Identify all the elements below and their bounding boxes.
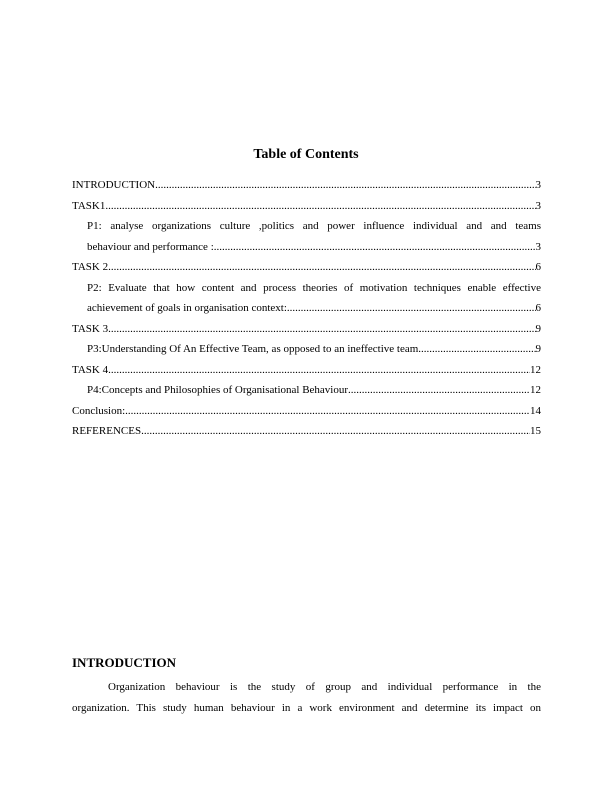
paragraph-line: organization. This study human behaviour in a work environment and determine its impact on (72, 702, 541, 714)
toc-entry-label-line2: achievement of goals in organisation context: (87, 302, 287, 314)
toc-leader-dots (418, 339, 535, 360)
toc-entry-conclusion[interactable] (72, 401, 541, 422)
toc-entry-label: TASK 2 (72, 261, 109, 273)
toc-entry-task4[interactable] (72, 360, 541, 381)
introduction-heading: INTRODUCTION (72, 655, 177, 670)
toc-entry-page: 6 (535, 261, 541, 273)
toc-entry-page: 15 (530, 425, 541, 437)
toc-entry-label: P4:Concepts and Philosophies of Organisational Behaviour (87, 384, 349, 396)
toc-leader-dots (287, 298, 536, 319)
toc-entry-label: TASK1 (72, 199, 106, 212)
toc-entry-p3[interactable] (72, 339, 541, 360)
toc-entry-label-line2: behaviour and performance : (87, 240, 214, 253)
toc-entry-task2[interactable] (72, 257, 541, 278)
toc-entry-page: 12 (530, 363, 541, 376)
toc-leader-dots (214, 237, 536, 258)
toc-entry-task3[interactable] (72, 319, 541, 340)
toc-entry-page: 3 (535, 199, 541, 212)
toc-entry-p4[interactable] (72, 380, 541, 401)
toc-entry-label: REFERENCES (72, 425, 142, 437)
toc-entry-p1[interactable] (72, 216, 541, 257)
introduction-paragraph (72, 677, 541, 719)
toc-entry-page: 14 (530, 404, 541, 417)
toc-entry-page: 9 (535, 343, 541, 355)
toc-leader-dots (108, 319, 535, 340)
toc-leader-dots (125, 401, 530, 422)
toc-entry-page: 9 (535, 322, 541, 335)
toc-entry-label: Conclusion: (72, 404, 126, 417)
toc-entry-label-line1: P1: analyse organizations culture ,politics and power influence individual and and teams (87, 220, 541, 232)
toc-leader-dots (141, 421, 530, 442)
toc-entry-references[interactable] (72, 421, 541, 442)
toc-entry-label: TASK 3 (72, 322, 109, 335)
toc-leader-dots (108, 257, 535, 278)
toc-entry-page: 3 (535, 179, 541, 191)
toc-entry-task1[interactable] (72, 196, 541, 217)
toc-entry-page: 6 (535, 302, 541, 314)
toc-entry-introduction[interactable] (72, 175, 541, 196)
toc-leader-dots (108, 360, 530, 381)
toc-entry-label: P3:Understanding Of An Effective Team, as opposed to an ineffective team (87, 343, 419, 355)
toc-title: Table of Contents (253, 147, 359, 162)
toc-entry-page: 12 (530, 384, 541, 396)
toc-entry-label: INTRODUCTION (72, 179, 156, 191)
toc-leader-dots (348, 380, 530, 401)
toc-leader-dots (105, 196, 535, 217)
toc-entry-label-line1: P2: Evaluate that how content and process theories of motivation techniques enable effective (87, 281, 541, 294)
table-of-contents (72, 175, 541, 442)
toc-entry-p2[interactable] (72, 278, 541, 319)
paragraph-line: Organization behaviour is the study of group and individual performance in the (108, 681, 541, 693)
toc-entry-page: 3 (535, 240, 541, 253)
toc-leader-dots (155, 175, 535, 196)
toc-entry-label: TASK 4 (72, 363, 109, 376)
